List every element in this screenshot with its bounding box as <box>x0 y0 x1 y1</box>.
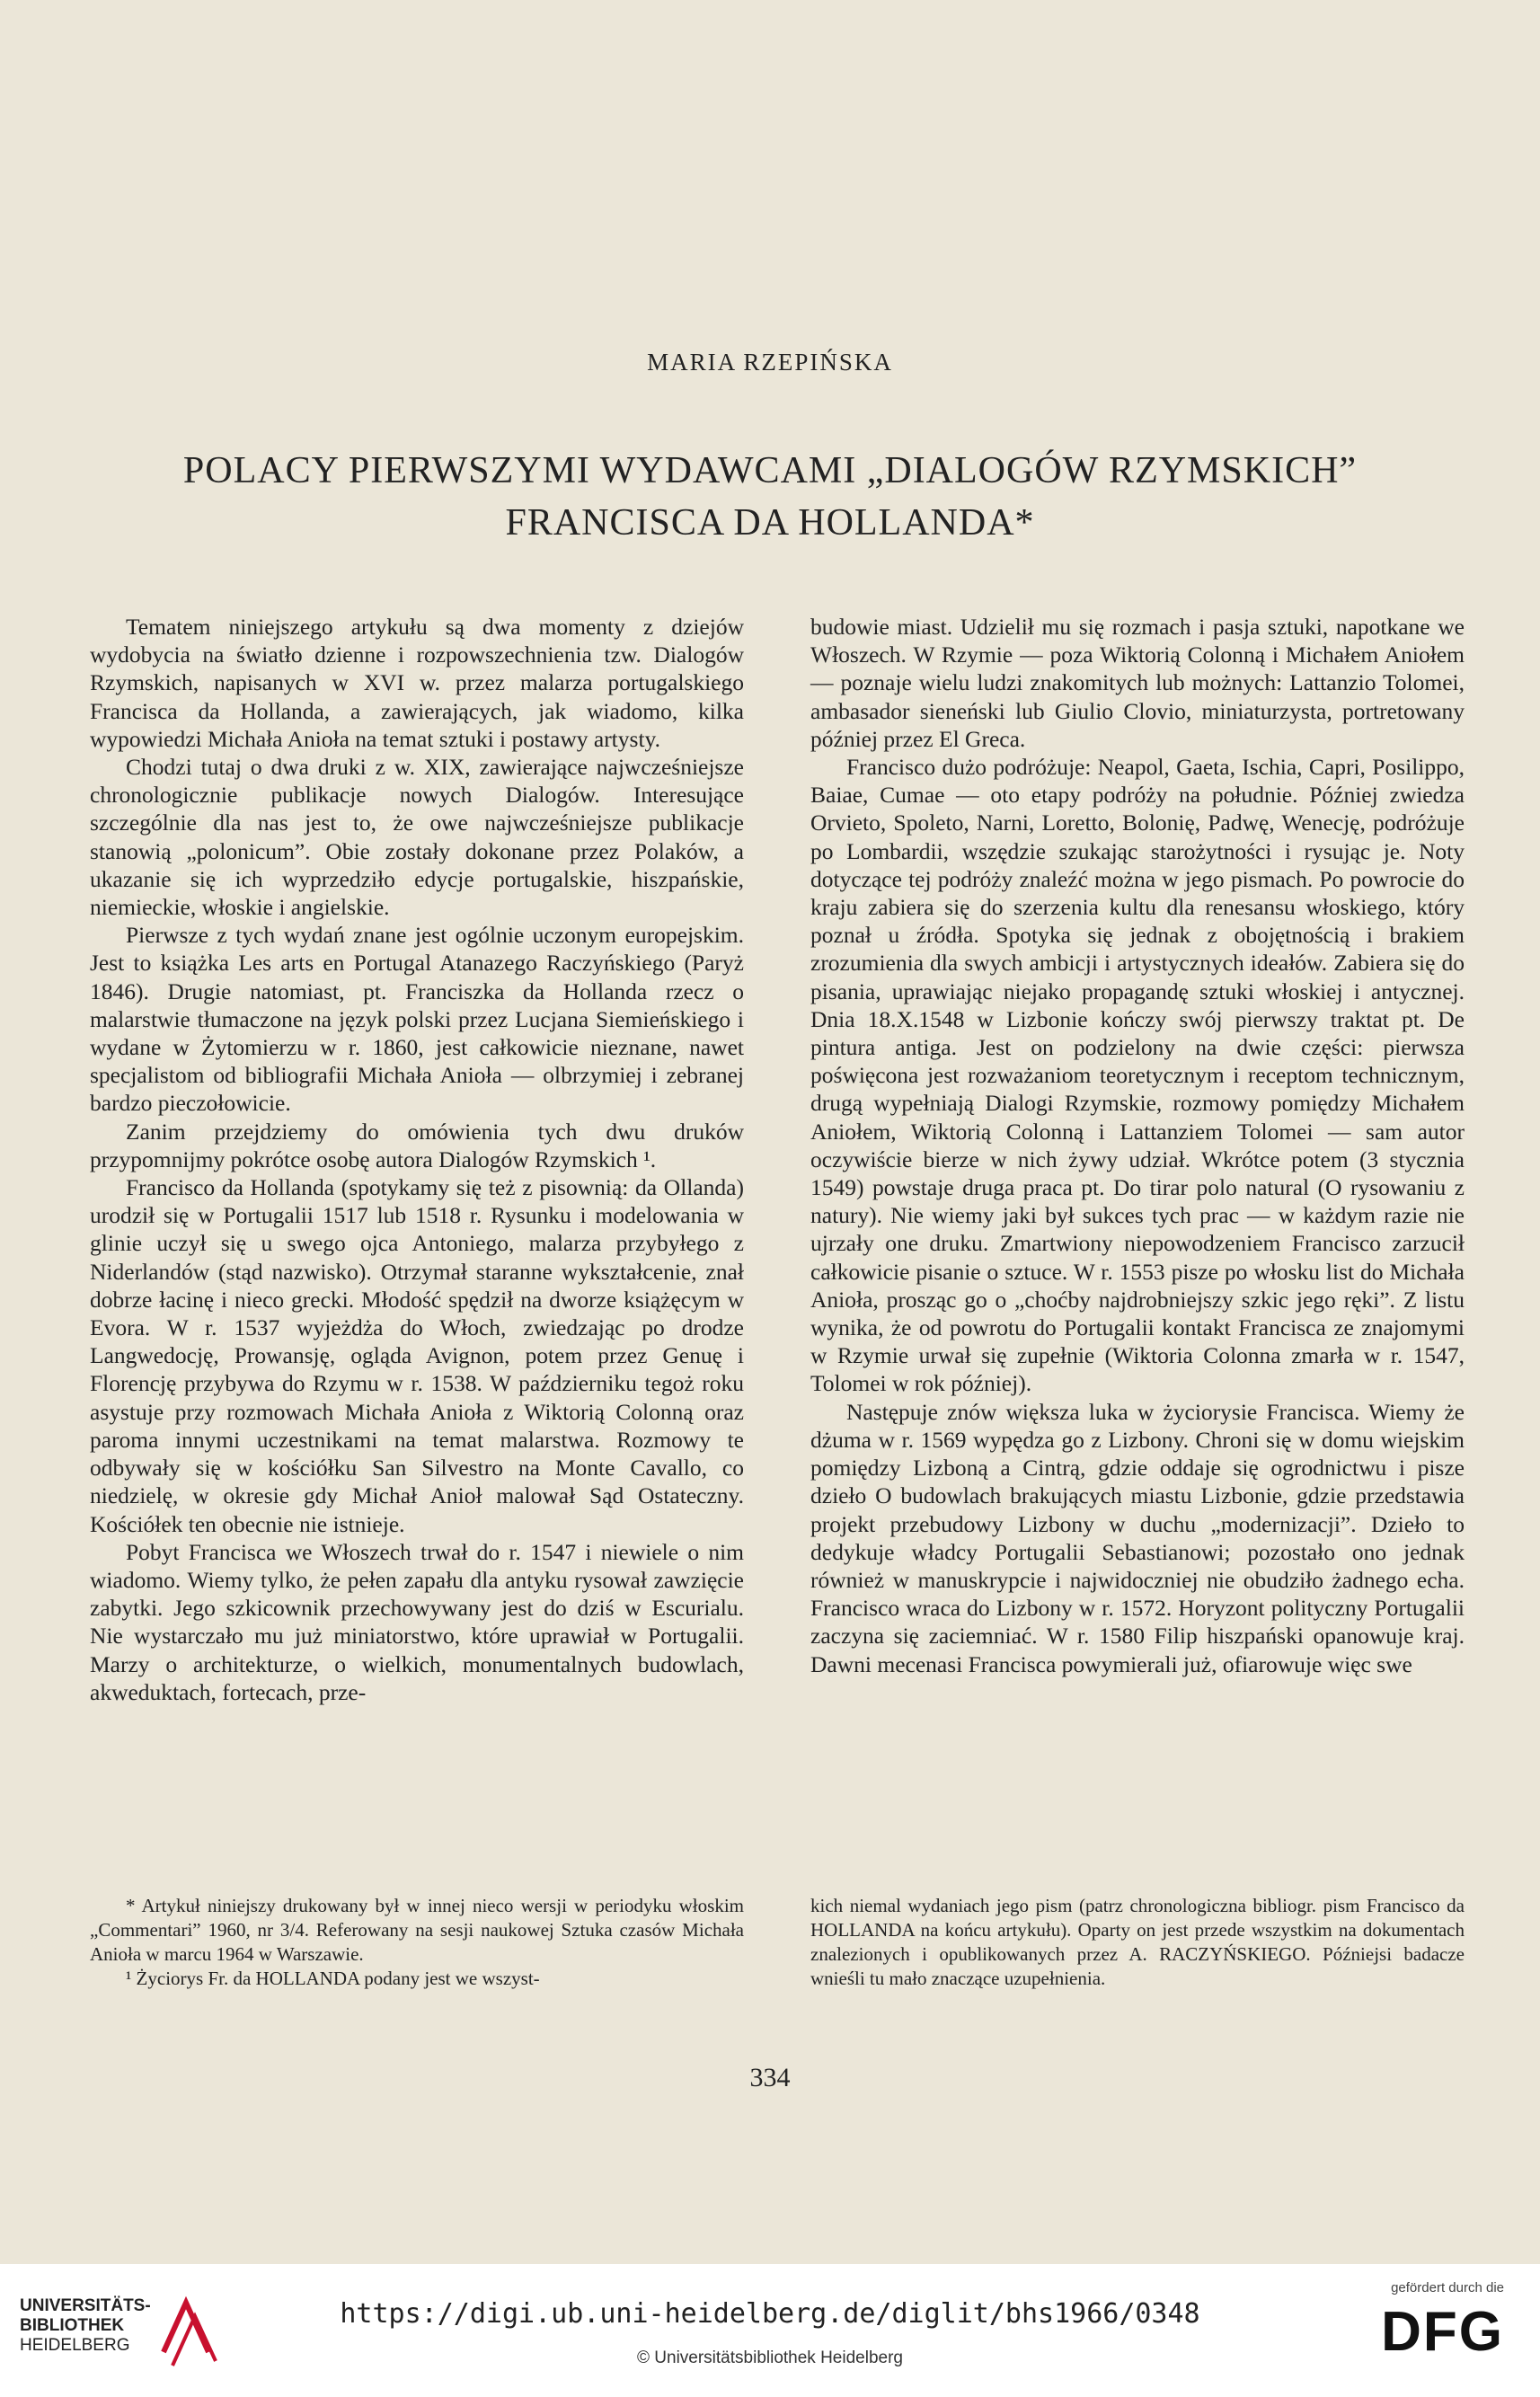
right-text-column <box>810 613 1465 1678</box>
sponsor-logo[interactable] <box>1369 2280 1504 2379</box>
footnote: * Artykuł niniejszy drukowany był w innej nieco wersji w periodyku włoskim „Commentari” 1960, nr 3/4. Referowany na sesji naukowej Sztuka czasów Michała Anioła w marcu 1964 w Warszawie. <box>90 1895 744 1965</box>
library-name-line: BIBLIOTHEK <box>20 2316 125 2335</box>
paragraph: Następuje znów większa luka w życiorysie Francisca. Wiemy że dżuma w r. 1569 wypędza go z Lizbony. Chroni się w domu wiejskim pomiędzy Lizboną a Cintrą, gdzie oddaje się ogrodnictwu i pisze dzieło O budowlach brakujących miastu Lizbonie, gdzie przedstawia projekt przebudowy Lizbony w duchu „modernizacji”. Dzieło to dedykuje władcy Portugalii Sebastianowi; pozostało ono jednak również w manuskrypcie i najwidoczniej nie obudziło żadnego echa. Francisco wraca do Lizbony w r. 1572. Horyzont polityczny Portugalii zaczyna się zaciemniać. W r. 1580 Filip hiszpański opanowuje kraj. Dawni mecenasi Francisca powymierali już, ofiarowuje więc swe <box>810 1398 1465 1677</box>
paragraph: Francisco dużo podróżuje: Neapol, Gaeta, Ischia, Capri, Posilippo, Baiae, Cumae — oto etapy podróży na południe. Później zwiedza Orvieto, Spoleto, Narni, Loretto, Bolonię, Padwę, Wenecję, podróżuje po Lombardii, wszędzie szukając starożytności i rysując je. Noty dotyczące tej podróży znaleźć można w jego pismach. Po powrocie do kraju zabiera się do szerzenia kultu dla renesansu włoskiego, który poznał u źródła. Spotyka się jednak z obojętnością i brakiem zrozumienia dla swych ambicji i artystycznych ideałów. Zabiera się do pisania, uprawiając niejako propagandę sztuki włoskiej i antycznej. Dnia 18.X.1548 w Lizbonie kończy swój pierwszy traktat pt. De pintura antiga. Jest on podzielony na dwie części: pierwsza poświęcona jest rozważaniom teoretycznym i receptom technicznym, drugą wypełniają Dialogi Rzymskie, rozmowy pomiędzy Michałem Aniołem, Wiktorią Colonną i Lattanziem Tolomei — sam autor oczywiście bierze w nich żywy udział. Wkrótce potem (3 stycznia 1549) powstaje druga praca pt. Do tirar polo natural (O rysowaniu z natury). Nie wiemy jaki był sukces tych prac — w każdym razie nie ujrzały one druku. Zmartwiony niepowodzeniem Francisco zarzucił całkowicie pisanie o sztuce. W r. 1553 pisze po włosku list do Michała Anioła, prosząc go o „choćby najdrobniejszy szkic jego ręki”. Z listu wynika, że od powrotu do Portugalii kontakt Francisca ze znajomymi w Rzymie urwał się zupełnie (Wiktoria Colonna zmarła w r. 1547, Tolomei w rok później). <box>810 754 1465 1397</box>
title-line-2: FRANCISCA DA HOLLANDA* <box>505 502 1035 544</box>
paragraph: Chodzi tutaj o dwa druki z w. XIX, zawierające najwcześniejsze chronologicznie publikacje nowych Dialogów. Interesujące szczególnie dla nas jest to, że owe najwcześniejsze publikacje stanowią „polonicum”. Obie zostały dokonane przez Polaków, a ukazanie się ich wyprzedziło edycje portugalskie, hiszpańskie, niemieckie, włoskie i angielskie. <box>90 754 744 921</box>
article-author: MARIA RZEPIŃSKA <box>647 349 893 376</box>
paragraph: Pierwsze z tych wydań znane jest ogólnie uczonym europejskim. Jest to książka Les arts en Portugal Atanazego Raczyńskiego (Paryż 1846). Drugie natomiast, pt. Franciszka da Hollanda rzecz o malarstwie tłumaczone na język polski przez Lucjana Siemieńskiego i wydane w Żytomierzu w r. 1860, jest całkowicie nieznane, nawet specjalistom od bibliografii Michała Anioła — olbrzymiej i zebranej bardzo pieczołowicie. <box>90 922 744 1117</box>
copyright-notice: © Universitätsbibliothek Heidelberg <box>637 2348 903 2367</box>
sponsor-label: gefördert durch die <box>1391 2280 1504 2295</box>
footnotes-left <box>90 1894 744 1991</box>
footnotes-right <box>810 1894 1465 1991</box>
article-title <box>135 445 1405 549</box>
page-number: 334 <box>749 2063 791 2092</box>
paragraph: Tematem niniejszego artykułu są dwa momenty z dziejów wydobycia na światło dzienne i rozpowszechnienia tzw. Dialogów Rzymskich, napisanych w XVI w. przez malarza portugalskiego Francisca da Hollanda, a zawierających, jak wiadomo, kilka wypowiedzi Michała Anioła na temat sztuki i postawy artysty. <box>90 614 744 752</box>
paragraph: budowie miast. Udzielił mu się rozmach i pasja sztuki, napotkane we Włoszech. W Rzymie — poza Wiktorią Colonną i Michałem Aniołem — poznaje wielu ludzi znakomitych lub możnych: Lattanzio Tolomei, ambasador sieneński lub Giulio Clovio, miniaturzysta, portretowany później przez El Greca. <box>810 614 1465 752</box>
page-url-link[interactable]: https://digi.ub.uni-heidelberg.de/diglit/bhs1966/0348 <box>340 2298 1200 2330</box>
dfg-logo-text: DFG <box>1381 2301 1504 2363</box>
library-name-line: UNIVERSITÄTS- <box>20 2296 151 2315</box>
paragraph: Zanim przejdziemy do omówienia tych dwu druków przypomnijmy pokrótce osobę autora Dialogów Rzymskich ¹. <box>90 1118 744 1172</box>
left-text-column <box>90 613 744 1706</box>
viewer-footer <box>0 2264 1540 2397</box>
footnote: kich niemal wydaniach jego pism (patrz chronologiczna bibliogr. pism Francisco da HOLLANDA na końcu artykułu). Oparty on jest przede wszystkim na dokumentach znalezionych i opublikowanych przez A. RACZYŃSKIEGO. Późniejsi badacze wnieśli tu mało znaczące uzupełnienia. <box>810 1895 1465 1989</box>
paragraph: Pobyt Francisca we Włoszech trwał do r. 1547 i niewiele o nim wiadomo. Wiemy tylko, że pełen zapału dla antyku rysował zawzięcie zabytki. Jego szkicownik przechowywany jest do dziś w Escurialu. Nie wystarczało mu już miniatorstwo, które uprawiał w Portugalii. Marzy o architekturze, o wielkich, monumentalnych budowlach, akweduktach, fortecach, prze- <box>90 1538 744 1705</box>
footnote: ¹ Życiorys Fr. da HOLLANDA podany jest we wszyst- <box>126 1968 540 1989</box>
library-name-line: HEIDELBERG <box>20 2336 130 2355</box>
paragraph: Francisco da Hollanda (spotykamy się też z pisownią: da Ollanda) urodził się w Portugalii 1517 lub 1518 r. Rysunku i modelowania w glinie uczył się u swego ojca Antoniego, malarza przybyłego z Niderlandów (stąd nazwisko). Otrzymał staranne wykształcenie, znał dobrze łacinę i nieco grecki. Młodość spędził na dworze książęcym w Evora. W r. 1537 wyjeżdża do Włoch, zwiedzając po drodze Langwedocję, Prowansję, ogląda Avignon, potem przez Genuę i Florencję przybywa do Rzymu w r. 1538. W październiku tegoż roku asystuje przy rozmowach Michała Anioła z Wiktorią Colonną oraz paroma innymi uczestnikami na temat malarstwa. Rozmowy te odbywały się w kościółku San Silvestro na Monte Cavallo, co niedzielę, w okresie gdy Michał Anioł malował Sąd Ostateczny. Kościółek ten obecnie nie istnieje. <box>90 1174 744 1537</box>
title-line-1: POLACY PIERWSZYMI WYDAWCAMI „DIALOGÓW RZYMSKICH” <box>182 450 1358 491</box>
